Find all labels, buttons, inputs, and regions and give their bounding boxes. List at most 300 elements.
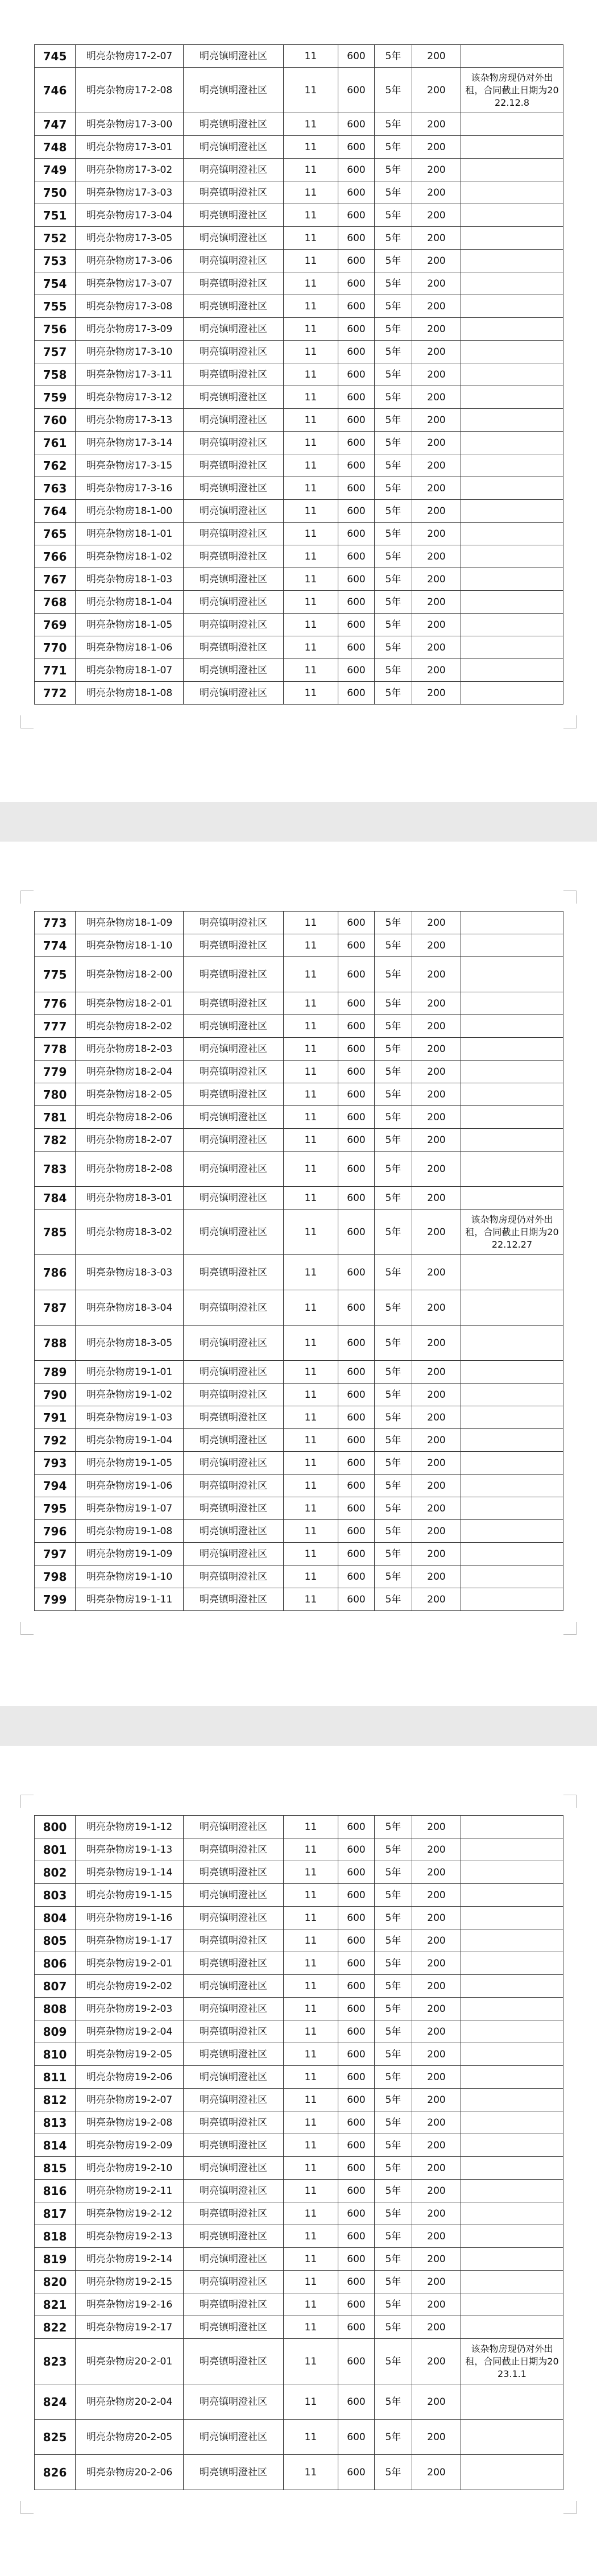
cell-area: 11 bbox=[284, 992, 338, 1015]
cell-note bbox=[461, 659, 563, 682]
cell-note bbox=[461, 1255, 563, 1290]
cell-note bbox=[461, 1566, 563, 1588]
cell-price: 600 bbox=[338, 659, 375, 682]
cell-storage-name: 明亮杂物房19-1-16 bbox=[76, 1907, 184, 1929]
cell-area: 11 bbox=[284, 159, 338, 181]
cell-index: 812 bbox=[35, 2089, 76, 2111]
page-corner-mark bbox=[20, 715, 34, 728]
cell-term: 5年 bbox=[375, 1061, 412, 1083]
cell-note bbox=[461, 2384, 563, 2420]
cell-price: 600 bbox=[338, 1152, 375, 1187]
table-row bbox=[35, 386, 563, 409]
cell-note bbox=[461, 318, 563, 341]
cell-term: 5年 bbox=[375, 1543, 412, 1566]
cell-area: 11 bbox=[284, 1588, 338, 1611]
cell-storage-name: 明亮杂物房20-2-05 bbox=[76, 2420, 184, 2455]
cell-area: 11 bbox=[284, 1129, 338, 1152]
cell-storage-name: 明亮杂物房19-2-08 bbox=[76, 2111, 184, 2134]
table-row bbox=[35, 2157, 563, 2180]
cell-storage-name: 明亮杂物房18-1-03 bbox=[76, 568, 184, 591]
table-row bbox=[35, 432, 563, 454]
cell-note: 该杂物房现仍对外出租，合同截止日期为2022.12.8 bbox=[461, 68, 563, 113]
cell-note bbox=[461, 2420, 563, 2455]
cell-index: 788 bbox=[35, 1326, 76, 1361]
cell-term: 5年 bbox=[375, 181, 412, 204]
cell-community: 明亮镇明澄社区 bbox=[184, 2111, 284, 2134]
table-row bbox=[35, 682, 563, 705]
cell-amount: 200 bbox=[412, 477, 461, 500]
table-row bbox=[35, 659, 563, 682]
cell-price: 600 bbox=[338, 1406, 375, 1429]
cell-term: 5年 bbox=[375, 1497, 412, 1520]
table-row bbox=[35, 523, 563, 545]
cell-amount: 200 bbox=[412, 1326, 461, 1361]
table-row bbox=[35, 1361, 563, 1384]
cell-note bbox=[461, 1838, 563, 1861]
cell-community: 明亮镇明澄社区 bbox=[184, 568, 284, 591]
cell-storage-name: 明亮杂物房19-2-01 bbox=[76, 1952, 184, 1975]
cell-storage-name: 明亮杂物房19-2-09 bbox=[76, 2134, 184, 2157]
cell-amount: 200 bbox=[412, 2248, 461, 2271]
cell-index: 801 bbox=[35, 1838, 76, 1861]
cell-amount: 200 bbox=[412, 204, 461, 227]
cell-storage-name: 明亮杂物房18-1-01 bbox=[76, 523, 184, 545]
table-row bbox=[35, 1543, 563, 1566]
cell-community: 明亮镇明澄社区 bbox=[184, 295, 284, 318]
cell-index: 770 bbox=[35, 636, 76, 659]
cell-amount: 200 bbox=[412, 2202, 461, 2225]
cell-area: 11 bbox=[284, 2455, 338, 2490]
cell-term: 5年 bbox=[375, 2180, 412, 2202]
cell-price: 600 bbox=[338, 1083, 375, 1106]
cell-community: 明亮镇明澄社区 bbox=[184, 1015, 284, 1038]
cell-term: 5年 bbox=[375, 1929, 412, 1952]
cell-storage-name: 明亮杂物房18-1-07 bbox=[76, 659, 184, 682]
cell-term: 5年 bbox=[375, 2248, 412, 2271]
cell-term: 5年 bbox=[375, 2020, 412, 2043]
cell-note: 该杂物房现仍对外出租，合同截止日期为2022.12.27 bbox=[461, 1210, 563, 1255]
cell-amount: 200 bbox=[412, 1106, 461, 1129]
cell-community: 明亮镇明澄社区 bbox=[184, 682, 284, 705]
cell-community: 明亮镇明澄社区 bbox=[184, 409, 284, 432]
cell-note bbox=[461, 1015, 563, 1038]
cell-note bbox=[461, 432, 563, 454]
cell-community: 明亮镇明澄社区 bbox=[184, 272, 284, 295]
cell-index: 762 bbox=[35, 454, 76, 477]
cell-price: 600 bbox=[338, 682, 375, 705]
cell-price: 600 bbox=[338, 2225, 375, 2248]
cell-note bbox=[461, 2134, 563, 2157]
cell-term: 5年 bbox=[375, 1129, 412, 1152]
cell-storage-name: 明亮杂物房19-2-15 bbox=[76, 2271, 184, 2293]
table-row bbox=[35, 2339, 563, 2384]
cell-amount: 200 bbox=[412, 500, 461, 523]
cell-area: 11 bbox=[284, 2225, 338, 2248]
cell-storage-name: 明亮杂物房17-3-07 bbox=[76, 272, 184, 295]
cell-term: 5年 bbox=[375, 1015, 412, 1038]
cell-area: 11 bbox=[284, 2066, 338, 2089]
cell-price: 600 bbox=[338, 2293, 375, 2316]
cell-note bbox=[461, 1152, 563, 1187]
table-row bbox=[35, 1210, 563, 1255]
cell-community: 明亮镇明澄社区 bbox=[184, 1998, 284, 2020]
cell-area: 11 bbox=[284, 659, 338, 682]
table-row bbox=[35, 68, 563, 113]
cell-note bbox=[461, 1326, 563, 1361]
cell-amount: 200 bbox=[412, 2157, 461, 2180]
cell-price: 600 bbox=[338, 1998, 375, 2020]
cell-area: 11 bbox=[284, 295, 338, 318]
cell-index: 781 bbox=[35, 1106, 76, 1129]
cell-note bbox=[461, 454, 563, 477]
cell-index: 791 bbox=[35, 1406, 76, 1429]
cell-price: 600 bbox=[338, 136, 375, 159]
cell-amount: 200 bbox=[412, 1406, 461, 1429]
cell-amount: 200 bbox=[412, 409, 461, 432]
cell-amount: 200 bbox=[412, 992, 461, 1015]
cell-community: 明亮镇明澄社区 bbox=[184, 2180, 284, 2202]
cell-community: 明亮镇明澄社区 bbox=[184, 477, 284, 500]
cell-term: 5年 bbox=[375, 1907, 412, 1929]
cell-area: 11 bbox=[284, 1152, 338, 1187]
cell-note bbox=[461, 1187, 563, 1210]
cell-area: 11 bbox=[284, 1861, 338, 1884]
cell-term: 5年 bbox=[375, 523, 412, 545]
cell-index: 756 bbox=[35, 318, 76, 341]
cell-area: 11 bbox=[284, 1543, 338, 1566]
cell-community: 明亮镇明澄社区 bbox=[184, 2225, 284, 2248]
cell-storage-name: 明亮杂物房19-2-12 bbox=[76, 2202, 184, 2225]
cell-index: 787 bbox=[35, 1290, 76, 1326]
table-row bbox=[35, 2225, 563, 2248]
cell-community: 明亮镇明澄社区 bbox=[184, 2248, 284, 2271]
cell-price: 600 bbox=[338, 2157, 375, 2180]
cell-community: 明亮镇明澄社区 bbox=[184, 1952, 284, 1975]
cell-index: 804 bbox=[35, 1907, 76, 1929]
cell-community: 明亮镇明澄社区 bbox=[184, 432, 284, 454]
cell-term: 5年 bbox=[375, 1475, 412, 1497]
cell-term: 5年 bbox=[375, 500, 412, 523]
cell-note bbox=[461, 2248, 563, 2271]
cell-index: 794 bbox=[35, 1475, 76, 1497]
cell-storage-name: 明亮杂物房18-1-08 bbox=[76, 682, 184, 705]
cell-price: 600 bbox=[338, 159, 375, 181]
cell-amount: 200 bbox=[412, 1129, 461, 1152]
cell-index: 813 bbox=[35, 2111, 76, 2134]
table-row bbox=[35, 1998, 563, 2020]
cell-note bbox=[461, 1038, 563, 1061]
cell-area: 11 bbox=[284, 934, 338, 957]
cell-price: 600 bbox=[338, 614, 375, 636]
cell-note bbox=[461, 159, 563, 181]
cell-note bbox=[461, 1452, 563, 1475]
cell-price: 600 bbox=[338, 2455, 375, 2490]
cell-price: 600 bbox=[338, 1429, 375, 1452]
cell-storage-name: 明亮杂物房19-2-10 bbox=[76, 2157, 184, 2180]
cell-amount: 200 bbox=[412, 1543, 461, 1566]
cell-area: 11 bbox=[284, 454, 338, 477]
cell-area: 11 bbox=[284, 1406, 338, 1429]
table-row bbox=[35, 159, 563, 181]
cell-price: 600 bbox=[338, 2180, 375, 2202]
cell-amount: 200 bbox=[412, 386, 461, 409]
cell-index: 782 bbox=[35, 1129, 76, 1152]
cell-area: 11 bbox=[284, 409, 338, 432]
cell-term: 5年 bbox=[375, 1975, 412, 1998]
cell-price: 600 bbox=[338, 957, 375, 992]
cell-amount: 200 bbox=[412, 2293, 461, 2316]
cell-amount: 200 bbox=[412, 1975, 461, 1998]
cell-index: 746 bbox=[35, 68, 76, 113]
cell-term: 5年 bbox=[375, 45, 412, 68]
cell-community: 明亮镇明澄社区 bbox=[184, 1061, 284, 1083]
cell-price: 600 bbox=[338, 1907, 375, 1929]
cell-term: 5年 bbox=[375, 2225, 412, 2248]
cell-storage-name: 明亮杂物房17-3-05 bbox=[76, 227, 184, 250]
cell-index: 774 bbox=[35, 934, 76, 957]
cell-amount: 200 bbox=[412, 2043, 461, 2066]
cell-community: 明亮镇明澄社区 bbox=[184, 2339, 284, 2384]
cell-storage-name: 明亮杂物房18-1-02 bbox=[76, 545, 184, 568]
cell-index: 820 bbox=[35, 2271, 76, 2293]
cell-area: 11 bbox=[284, 568, 338, 591]
table-row bbox=[35, 2202, 563, 2225]
cell-price: 600 bbox=[338, 363, 375, 386]
table-row bbox=[35, 500, 563, 523]
cell-area: 11 bbox=[284, 2271, 338, 2293]
cell-index: 824 bbox=[35, 2384, 76, 2420]
table-row bbox=[35, 1129, 563, 1152]
cell-term: 5年 bbox=[375, 1152, 412, 1187]
cell-index: 745 bbox=[35, 45, 76, 68]
cell-area: 11 bbox=[284, 2111, 338, 2134]
cell-area: 11 bbox=[284, 1015, 338, 1038]
cell-amount: 200 bbox=[412, 1255, 461, 1290]
cell-amount: 200 bbox=[412, 45, 461, 68]
cell-area: 11 bbox=[284, 1061, 338, 1083]
cell-term: 5年 bbox=[375, 2271, 412, 2293]
cell-amount: 200 bbox=[412, 1952, 461, 1975]
cell-area: 11 bbox=[284, 181, 338, 204]
cell-price: 600 bbox=[338, 1588, 375, 1611]
cell-amount: 200 bbox=[412, 2089, 461, 2111]
cell-amount: 200 bbox=[412, 341, 461, 363]
cell-area: 11 bbox=[284, 1838, 338, 1861]
cell-term: 5年 bbox=[375, 2111, 412, 2134]
document-page bbox=[0, 842, 597, 1706]
table-row bbox=[35, 1884, 563, 1907]
table-row bbox=[35, 1038, 563, 1061]
cell-term: 5年 bbox=[375, 1861, 412, 1884]
cell-note bbox=[461, 363, 563, 386]
cell-area: 11 bbox=[284, 2157, 338, 2180]
cell-storage-name: 明亮杂物房19-1-03 bbox=[76, 1406, 184, 1429]
cell-storage-name: 明亮杂物房18-1-10 bbox=[76, 934, 184, 957]
cell-community: 明亮镇明澄社区 bbox=[184, 2316, 284, 2339]
cell-note bbox=[461, 1816, 563, 1838]
cell-community: 明亮镇明澄社区 bbox=[184, 523, 284, 545]
cell-storage-name: 明亮杂物房19-1-12 bbox=[76, 1816, 184, 1838]
page-corner-mark bbox=[20, 1622, 34, 1635]
cell-area: 11 bbox=[284, 1429, 338, 1452]
cell-storage-name: 明亮杂物房17-2-07 bbox=[76, 45, 184, 68]
cell-area: 11 bbox=[284, 2293, 338, 2316]
table-row bbox=[35, 1566, 563, 1588]
cell-note bbox=[461, 1406, 563, 1429]
cell-term: 5年 bbox=[375, 2202, 412, 2225]
cell-term: 5年 bbox=[375, 912, 412, 934]
cell-storage-name: 明亮杂物房17-3-03 bbox=[76, 181, 184, 204]
cell-area: 11 bbox=[284, 477, 338, 500]
cell-community: 明亮镇明澄社区 bbox=[184, 614, 284, 636]
table-row bbox=[35, 363, 563, 386]
cell-index: 806 bbox=[35, 1952, 76, 1975]
cell-amount: 200 bbox=[412, 272, 461, 295]
cell-amount: 200 bbox=[412, 1497, 461, 1520]
cell-term: 5年 bbox=[375, 1884, 412, 1907]
cell-storage-name: 明亮杂物房18-1-04 bbox=[76, 591, 184, 614]
cell-amount: 200 bbox=[412, 1884, 461, 1907]
cell-area: 11 bbox=[284, 2180, 338, 2202]
cell-community: 明亮镇明澄社区 bbox=[184, 1210, 284, 1255]
cell-area: 11 bbox=[284, 386, 338, 409]
cell-area: 11 bbox=[284, 1326, 338, 1361]
cell-area: 11 bbox=[284, 500, 338, 523]
table-row bbox=[35, 2066, 563, 2089]
cell-term: 5年 bbox=[375, 2420, 412, 2455]
cell-storage-name: 明亮杂物房20-2-06 bbox=[76, 2455, 184, 2490]
cell-community: 明亮镇明澄社区 bbox=[184, 1290, 284, 1326]
cell-term: 5年 bbox=[375, 1038, 412, 1061]
cell-term: 5年 bbox=[375, 136, 412, 159]
table-row bbox=[35, 454, 563, 477]
cell-term: 5年 bbox=[375, 2157, 412, 2180]
cell-area: 11 bbox=[284, 2316, 338, 2339]
cell-index: 753 bbox=[35, 250, 76, 272]
cell-amount: 200 bbox=[412, 181, 461, 204]
cell-community: 明亮镇明澄社区 bbox=[184, 1588, 284, 1611]
cell-term: 5年 bbox=[375, 295, 412, 318]
cell-index: 802 bbox=[35, 1861, 76, 1884]
cell-note bbox=[461, 1497, 563, 1520]
cell-note bbox=[461, 1861, 563, 1884]
cell-storage-name: 明亮杂物房20-2-04 bbox=[76, 2384, 184, 2420]
cell-amount: 200 bbox=[412, 957, 461, 992]
table-row bbox=[35, 1015, 563, 1038]
cell-storage-name: 明亮杂物房19-1-02 bbox=[76, 1384, 184, 1406]
cell-amount: 200 bbox=[412, 432, 461, 454]
cell-area: 11 bbox=[284, 636, 338, 659]
cell-area: 11 bbox=[284, 912, 338, 934]
cell-area: 11 bbox=[284, 2248, 338, 2271]
cell-amount: 200 bbox=[412, 1566, 461, 1588]
cell-storage-name: 明亮杂物房19-1-04 bbox=[76, 1429, 184, 1452]
cell-note bbox=[461, 45, 563, 68]
cell-area: 11 bbox=[284, 1290, 338, 1326]
cell-amount: 200 bbox=[412, 682, 461, 705]
cell-storage-name: 明亮杂物房18-1-09 bbox=[76, 912, 184, 934]
cell-price: 600 bbox=[338, 1384, 375, 1406]
cell-index: 818 bbox=[35, 2225, 76, 2248]
table-row bbox=[35, 992, 563, 1015]
cell-index: 754 bbox=[35, 272, 76, 295]
cell-note bbox=[461, 682, 563, 705]
cell-note bbox=[461, 545, 563, 568]
cell-index: 759 bbox=[35, 386, 76, 409]
cell-amount: 200 bbox=[412, 1429, 461, 1452]
table-row bbox=[35, 1106, 563, 1129]
cell-storage-name: 明亮杂物房17-3-12 bbox=[76, 386, 184, 409]
cell-index: 793 bbox=[35, 1452, 76, 1475]
cell-note bbox=[461, 1543, 563, 1566]
table-row bbox=[35, 957, 563, 992]
table-row bbox=[35, 1384, 563, 1406]
table-row bbox=[35, 1929, 563, 1952]
cell-community: 明亮镇明澄社区 bbox=[184, 1106, 284, 1129]
cell-index: 773 bbox=[35, 912, 76, 934]
cell-note bbox=[461, 1384, 563, 1406]
table-row bbox=[35, 2043, 563, 2066]
cell-amount: 200 bbox=[412, 454, 461, 477]
cell-index: 796 bbox=[35, 1520, 76, 1543]
cell-amount: 200 bbox=[412, 1290, 461, 1326]
cell-note bbox=[461, 386, 563, 409]
cell-community: 明亮镇明澄社区 bbox=[184, 2293, 284, 2316]
page-corner-mark bbox=[20, 891, 34, 904]
table-row bbox=[35, 318, 563, 341]
cell-index: 772 bbox=[35, 682, 76, 705]
cell-index: 808 bbox=[35, 1998, 76, 2020]
cell-amount: 200 bbox=[412, 1588, 461, 1611]
cell-term: 5年 bbox=[375, 159, 412, 181]
cell-area: 11 bbox=[284, 2384, 338, 2420]
cell-note bbox=[461, 2225, 563, 2248]
cell-index: 815 bbox=[35, 2157, 76, 2180]
cell-note bbox=[461, 1429, 563, 1452]
table-row bbox=[35, 1152, 563, 1187]
cell-amount: 200 bbox=[412, 295, 461, 318]
cell-area: 11 bbox=[284, 1520, 338, 1543]
cell-term: 5年 bbox=[375, 1187, 412, 1210]
cell-note bbox=[461, 934, 563, 957]
cell-price: 600 bbox=[338, 204, 375, 227]
cell-amount: 200 bbox=[412, 2180, 461, 2202]
cell-community: 明亮镇明澄社区 bbox=[184, 113, 284, 136]
cell-index: 810 bbox=[35, 2043, 76, 2066]
cell-area: 11 bbox=[284, 1210, 338, 1255]
table-row bbox=[35, 1406, 563, 1429]
cell-note bbox=[461, 341, 563, 363]
table-row bbox=[35, 341, 563, 363]
table-row bbox=[35, 1255, 563, 1290]
cell-term: 5年 bbox=[375, 363, 412, 386]
table-row bbox=[35, 1588, 563, 1611]
cell-index: 771 bbox=[35, 659, 76, 682]
cell-index: 805 bbox=[35, 1929, 76, 1952]
cell-index: 778 bbox=[35, 1038, 76, 1061]
cell-note bbox=[461, 614, 563, 636]
cell-area: 11 bbox=[284, 1998, 338, 2020]
cell-community: 明亮镇明澄社区 bbox=[184, 1929, 284, 1952]
cell-storage-name: 明亮杂物房19-1-05 bbox=[76, 1452, 184, 1475]
cell-price: 600 bbox=[338, 250, 375, 272]
cell-index: 769 bbox=[35, 614, 76, 636]
table-row bbox=[35, 295, 563, 318]
cell-area: 11 bbox=[284, 1816, 338, 1838]
cell-amount: 200 bbox=[412, 2225, 461, 2248]
cell-index: 758 bbox=[35, 363, 76, 386]
cell-storage-name: 明亮杂物房18-3-03 bbox=[76, 1255, 184, 1290]
